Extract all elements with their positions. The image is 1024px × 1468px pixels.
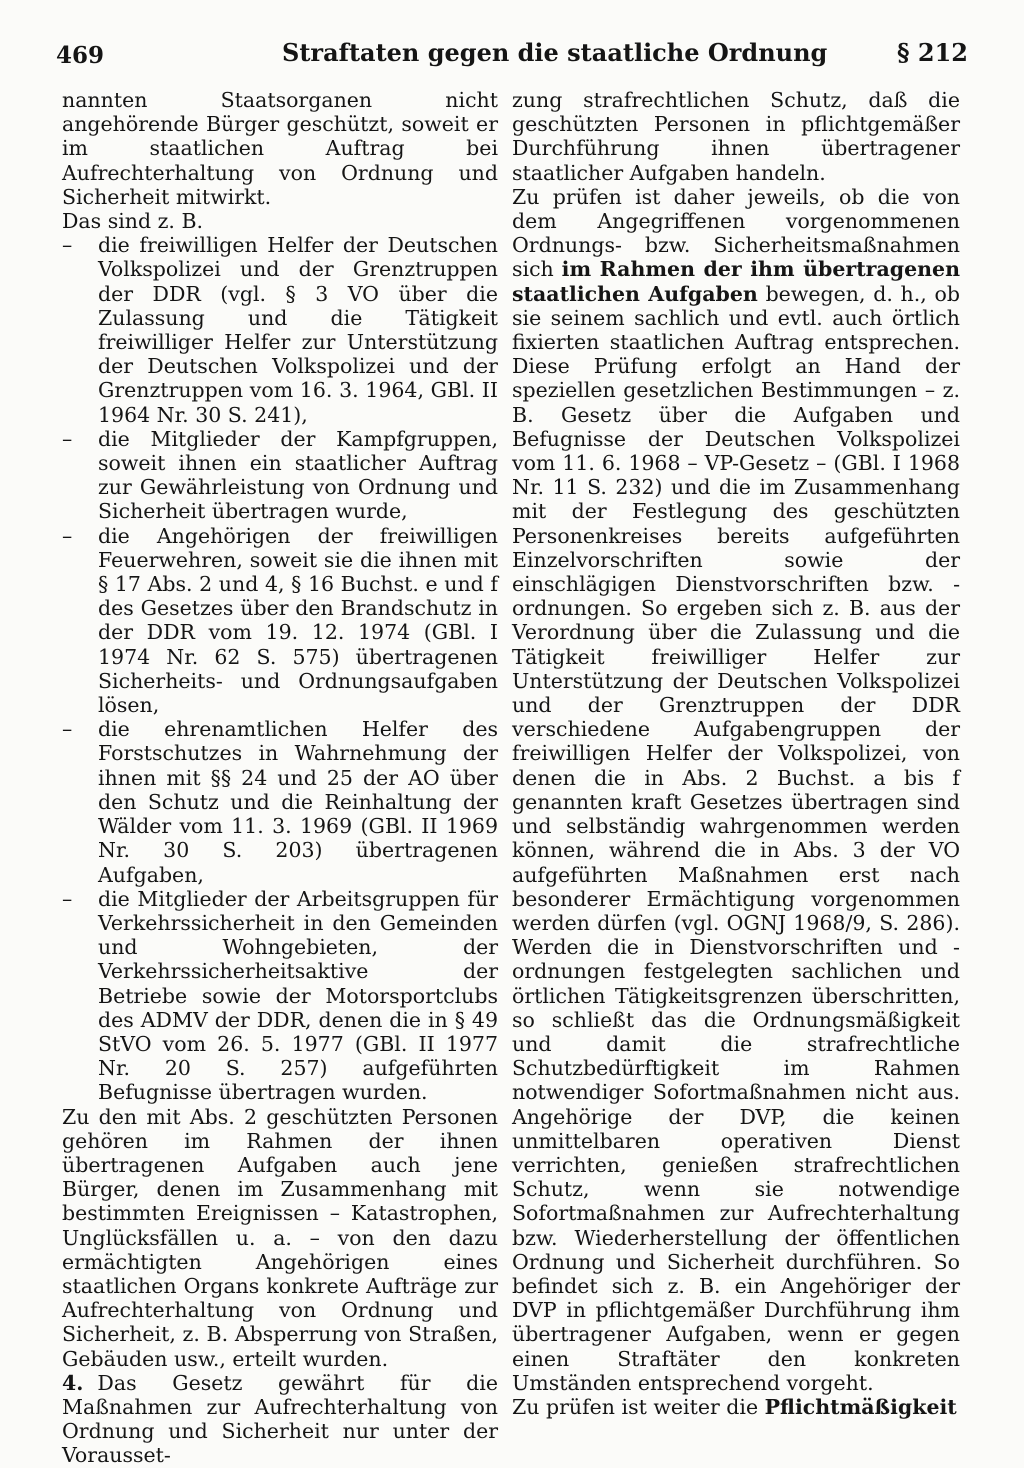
duty-paragraph: Zu prüfen ist weiter die Pflichtmäßigkeit xyxy=(512,1394,957,1419)
protected-persons-list xyxy=(62,233,498,1104)
section-4-text: Das Gesetz gewährt für die Maßnahmen zur Aufrechterhaltung von Ordnung und Sicherheit nur unter der Vorausset- xyxy=(62,1370,498,1468)
list-item: – die ehrenamtlichen Helfer des Forstschutzes in Wahrnehmung der ihnen mit §§ 24 und 25 der AO über den Schutz und die Reinhaltung der Wälder vom 11. 3. 1969 (GBl. II 1969 Nr. 30 S. 203) übertragenen Aufgaben, xyxy=(62,717,498,887)
list-lead: Das sind z. B. xyxy=(62,209,204,234)
emphasis-text: Pflichtmäßigkeit xyxy=(764,1394,957,1419)
section-marker: § 212 xyxy=(896,38,968,67)
emphasis-text: im Rahmen der ihm übertragenen staatlichen Aufgaben xyxy=(512,257,960,306)
section-number: 4. xyxy=(62,1370,84,1395)
right-column xyxy=(512,88,960,1419)
after-list-paragraph: Zu den mit Abs. 2 geschützten Personen gehören im Rahmen der ihnen übertragenen Aufgaben auch jene Bürger, denen im Zusammenhang mit bestimmten Ereignissen – Katastrophen, Unglücksfällen u. a. – von den dazu ermächtigten Angehörigen eines staatlichen Organs konkrete Aufträge zur Aufrechterhaltung von Ordnung und Sicherheit, z. B. Absperrung von Straßen, Gebäuden usw., erteilt wurden. xyxy=(62,1104,498,1371)
left-column xyxy=(62,88,498,1468)
intro-paragraph: nannten Staatsorganen nicht angehörende Bürger geschützt, soweit er im staatlichen Auftrag bei Aufrechterhaltung von Ordnung und Sicherheit mitwirkt. xyxy=(62,88,498,209)
running-header xyxy=(56,38,968,80)
list-item: – die Angehörigen der freiwilligen Feuerwehren, soweit sie die ihnen mit § 17 Abs. 2 und 4, § 16 Buchst. e und f des Gesetzes über den Brandschutz in der DDR vom 19. 12. 1974 (GBl. I 1974 Nr. 62 S. 575) übertragenen Sicherheits- und Ordnungsaufgaben lösen, xyxy=(62,523,498,718)
section-4-paragraph xyxy=(62,1371,498,1468)
continuation-paragraph: zung strafrechtlichen Schutz, daß die geschützten Personen in pflichtgemäßer Durchführung ihnen übertragener staatlicher Aufgaben handeln. xyxy=(512,88,960,185)
page-number: 469 xyxy=(56,42,105,69)
list-item: – die Mitglieder der Kampfgruppen, soweit ihnen ein staatlicher Auftrag zur Gewährleistung von Ordnung und Sicherheit übertragen wurde, xyxy=(62,426,498,524)
chapter-title: Straftaten gegen die staatliche Ordnung xyxy=(282,38,828,67)
list-item: – die Mitglieder der Arbeitsgruppen für Verkehrssicherheit in den Gemeinden und Wohngebieten, der Verkehrssicherheitsaktive der Betriebe sowie der Motorsportclubs des ADMV der DDR, denen die in § 49 StVO vom 26. 5. 1977 (GBl. II 1977 Nr. 20 S. 257) aufgeführten Befugnisse übertragen wurden. xyxy=(62,886,498,1105)
scope-paragraph: Zu prüfen ist daher jeweils, ob die von dem Angegriffenen vorgenommenen Ordnungs- bzw. Sicherheitsmaßnahmen sich im Rahmen der ihm übertragenen staatlichen Aufgaben bewegen, d. h., ob sie seinem sachlich und evtl. auch örtlich fixierten staatlichen Auftrag entsprechen. Diese Prüfung erfolgt an Hand der speziellen gesetzlichen Bestimmungen – z. B. Gesetz über die Aufgaben und Befugnisse der Deutschen Volkspolizei vom 11. 6. 1968 – VP-Gesetz – (GBl. I 1968 Nr. 11 S. 232) und die im Zusammenhang mit der Festlegung des geschützten Personenkreises bereits aufgeführten Einzelvorschriften sowie der einschlägigen Dienstvorschriften bzw. -ordnungen. So ergeben sich z. B. aus der Verordnung über die Zulassung und die Tätigkeit freiwilliger Helfer zur Unterstützung der Deutschen Volkspolizei und der Grenztruppen der DDR verschiedene Aufgabengruppen der freiwilligen Helfer der Volkspolizei, von denen die in Abs. 2 Buchst. a bis f genannten kraft Gesetzes übertragen sind und selbständig wahrgenommen werden können, während die in Abs. 3 der VO aufgeführten Maßnahmen erst nach besonderer Ermächtigung vorgenommen werden dürfen (vgl. OGNJ 1968/9, S. 286). Werden die in Dienstvorschriften und -ordnungen festgelegten sachlichen und örtlichen Tätigkeitsgrenzen überschritten, so schließt das die Ordnungsmäßigkeit und damit die strafrechtliche Schutzbedürftigkeit im Rahmen notwendiger Sofortmaßnahmen nicht aus. Angehörige der DVP, die keinen unmittelbaren operativen Dienst verrichten, genießen strafrechtlichen Schutz, wenn sie notwendige Sofortmaßnahmen zur Aufrechterhaltung bzw. Wiederherstellung der öffentlichen Ordnung und Sicherheit durchführen. So befindet sich z. B. ein Angehöriger der DVP in pflichtgemäßer Durchführung ihm übertragener Aufgaben, wenn er gegen einen Straftäter den konkreten Umständen entsprechend vorgeht. xyxy=(512,184,960,1395)
list-item: – die freiwilligen Helfer der Deutschen Volkspolizei und der Grenztruppen der DDR (vgl. § 3 VO über die Zulassung und die Tätigkeit freiwilliger Helfer zur Unterstützung der Deutschen Volkspolizei und der Grenztruppen vom 16. 3. 1964, GBl. II 1964 Nr. 30 S. 241), xyxy=(62,233,498,427)
